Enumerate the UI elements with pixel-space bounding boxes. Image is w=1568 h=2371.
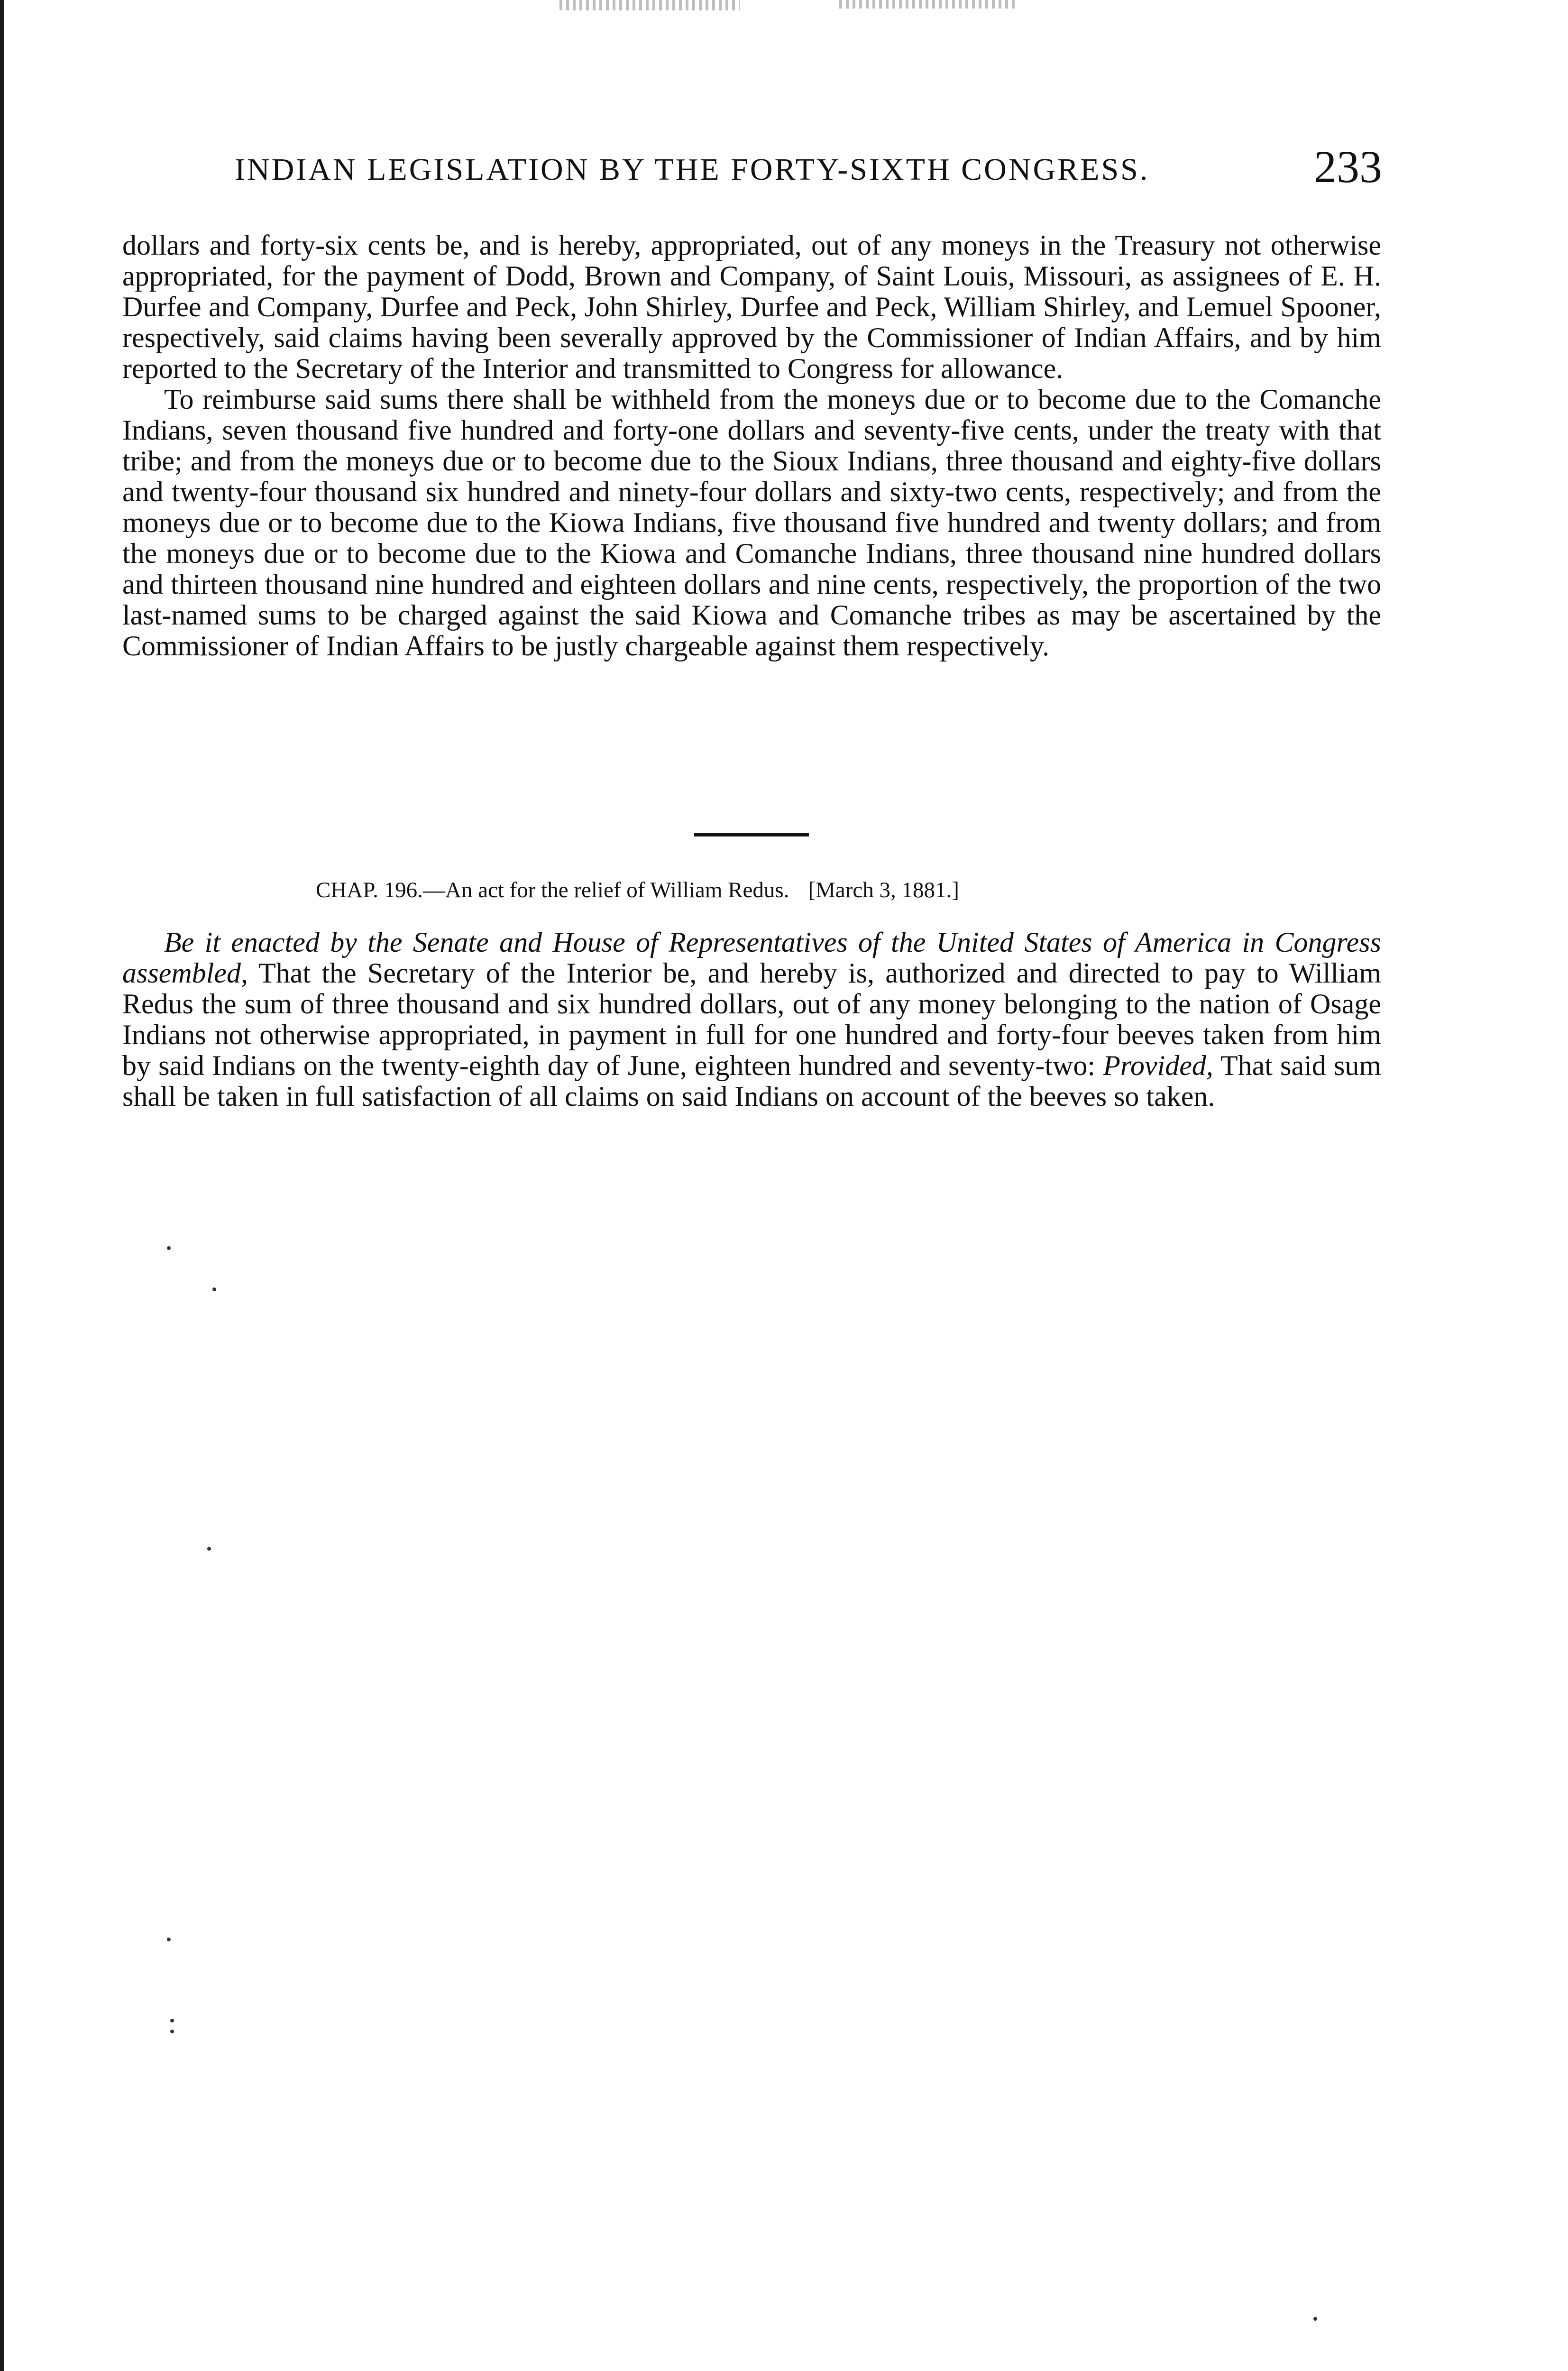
- chapter-date: [March 3, 1881.]: [808, 878, 959, 902]
- chapter-body: [122, 927, 1381, 1112]
- paragraph: dollars and forty-six cents be, and is hereby, appropriated, out of any moneys in the Treasury not otherwise appropriated, for the payment of Dodd, Brown and Company, of Saint Louis, Missouri, as assignees of E. H. Durfee and Company, Durfee and Peck, John Shirley, Durfee and Peck, William Shirley, and Lemuel Spooner, respectively, said claims having been severally approved by the Commissioner of Indian Affairs, and by him reported to the Secretary of the Interior and transmitted to Congress for allowance.: [122, 230, 1381, 384]
- continued-section: [122, 230, 1381, 662]
- scan-speck: [167, 1246, 171, 1250]
- scan-edge: [0, 0, 4, 2371]
- page-number: 233: [1314, 141, 1382, 192]
- running-title: INDIAN LEGISLATION BY THE FORTY-SIXTH CONGRESS.: [235, 152, 1150, 187]
- chapter-title: CHAP. 196.—An act for the relief of William Redus.: [316, 878, 789, 902]
- body-text: That the Secretary of the Interior be, and hereby is, authorized and directed to pay to William Redus the sum of three thousand and six hundred dollars, out of any money belonging to the nation of Osage Indians not otherwise appropriated, in payment in full for one hundred and forty-four beeves taken from him by said Indians on the twenty-eighth day of June, eighteen hundred and seventy-two:: [122, 957, 1381, 1081]
- paragraph: To reimburse said sums there shall be withheld from the moneys due or to become due to the Comanche Indians, seven thousand five hundred and forty-one dollars and seventy-five cents, under the treaty with that tribe; and from the moneys due or to become due to the Sioux Indians, three thousand and eighty-five dollars and twenty-four thousand six hundred and ninety-four dollars and sixty-two cents, respectively; and from the moneys due or to become due to the Kiowa Indians, five thousand five hundred and twenty dollars; and from the moneys due or to become due to the Kiowa and Comanche Indians, three thousand nine hundred dollars and thirteen thousand nine hundred and eighteen dollars and nine cents, respectively, the proportion of the two last-named sums to be charged against the said Kiowa and Comanche tribes as may be ascertained by the Commissioner of Indian Affairs to be justly chargeable against them respectively.: [122, 384, 1381, 662]
- scan-smudge: [559, 0, 740, 10]
- scan-speck: [167, 1938, 171, 1941]
- scan-smudge: [839, 0, 1015, 9]
- body-text: That said sum shall be taken in full satisfaction of all claims on said Indians on account of the beeves so taken.: [122, 1050, 1381, 1112]
- scan-speck: [1313, 2317, 1317, 2321]
- proviso-word: Provided,: [1103, 1050, 1213, 1081]
- enacting-clause: Be it enacted by the Senate and House of Representatives of the United States of America in Congress assembled,: [122, 927, 1381, 989]
- chapter-heading: [316, 877, 1264, 903]
- paragraph: [122, 927, 1381, 1112]
- running-head: [235, 138, 1382, 190]
- scan-speck: [170, 2019, 174, 2022]
- section-divider: [694, 833, 809, 836]
- scan-speck: [212, 1287, 216, 1291]
- scan-speck: [207, 1547, 211, 1551]
- scan-speck: [170, 2030, 174, 2033]
